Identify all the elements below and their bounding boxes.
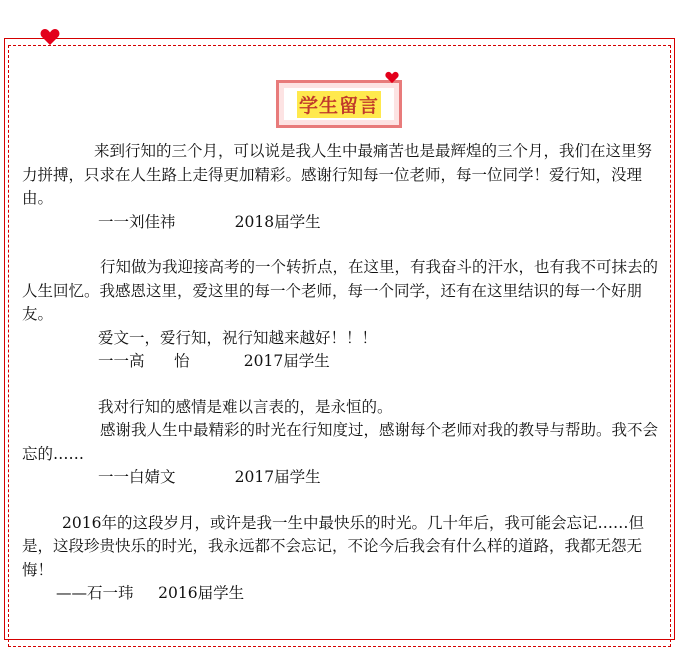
page-title: 学生留言	[297, 91, 381, 118]
message-body: 行知做为我迎接高考的一个转折点，在这里，有我奋斗的汗水，也有我不可抹去的人生回忆。我感恩这里，爱这里的每一个老师，每一个同学，还有在这里结识的每一个好朋友。	[22, 258, 659, 323]
title-box	[276, 80, 402, 128]
message-body: 2016年的这段岁月，或许是我一生中最快乐的时光。几十年后，我可能会忘记……但是，这段珍贵快乐的时光，我永远都不会忘记，不论今后我会有什么样的道路，我都无怨无悔！	[22, 513, 644, 579]
message-signature: ——石一玮 2016届学生	[56, 584, 245, 602]
message-body: 来到行知的三个月，可以说是我人生中最痛苦也是最辉煌的三个月，我们在这里努力拼搏，只求在人生路上走得更加精彩。感谢行知每一位老师，每一位同学！爱行知，没理由。	[22, 142, 653, 207]
message-signature: 一一高 怡 2017届学生	[98, 352, 330, 370]
message-body: 感谢我人生中最精彩的时光在行知度过，感谢每个老师对我的教导与帮助。我不会忘的……	[22, 421, 659, 463]
heart-icon	[385, 71, 403, 87]
message-extra: 爱文一，爱行知，祝行知越来越好！！！	[98, 328, 378, 347]
message-signature: 一一刘佳祎 2018届学生	[98, 212, 321, 231]
message-signature: 一一白婧文 2017届学生	[98, 468, 321, 486]
messages	[22, 140, 658, 606]
message-line: 我对行知的感情是难以言表的，是永恒的。	[98, 397, 393, 416]
heart-icon	[40, 28, 58, 44]
